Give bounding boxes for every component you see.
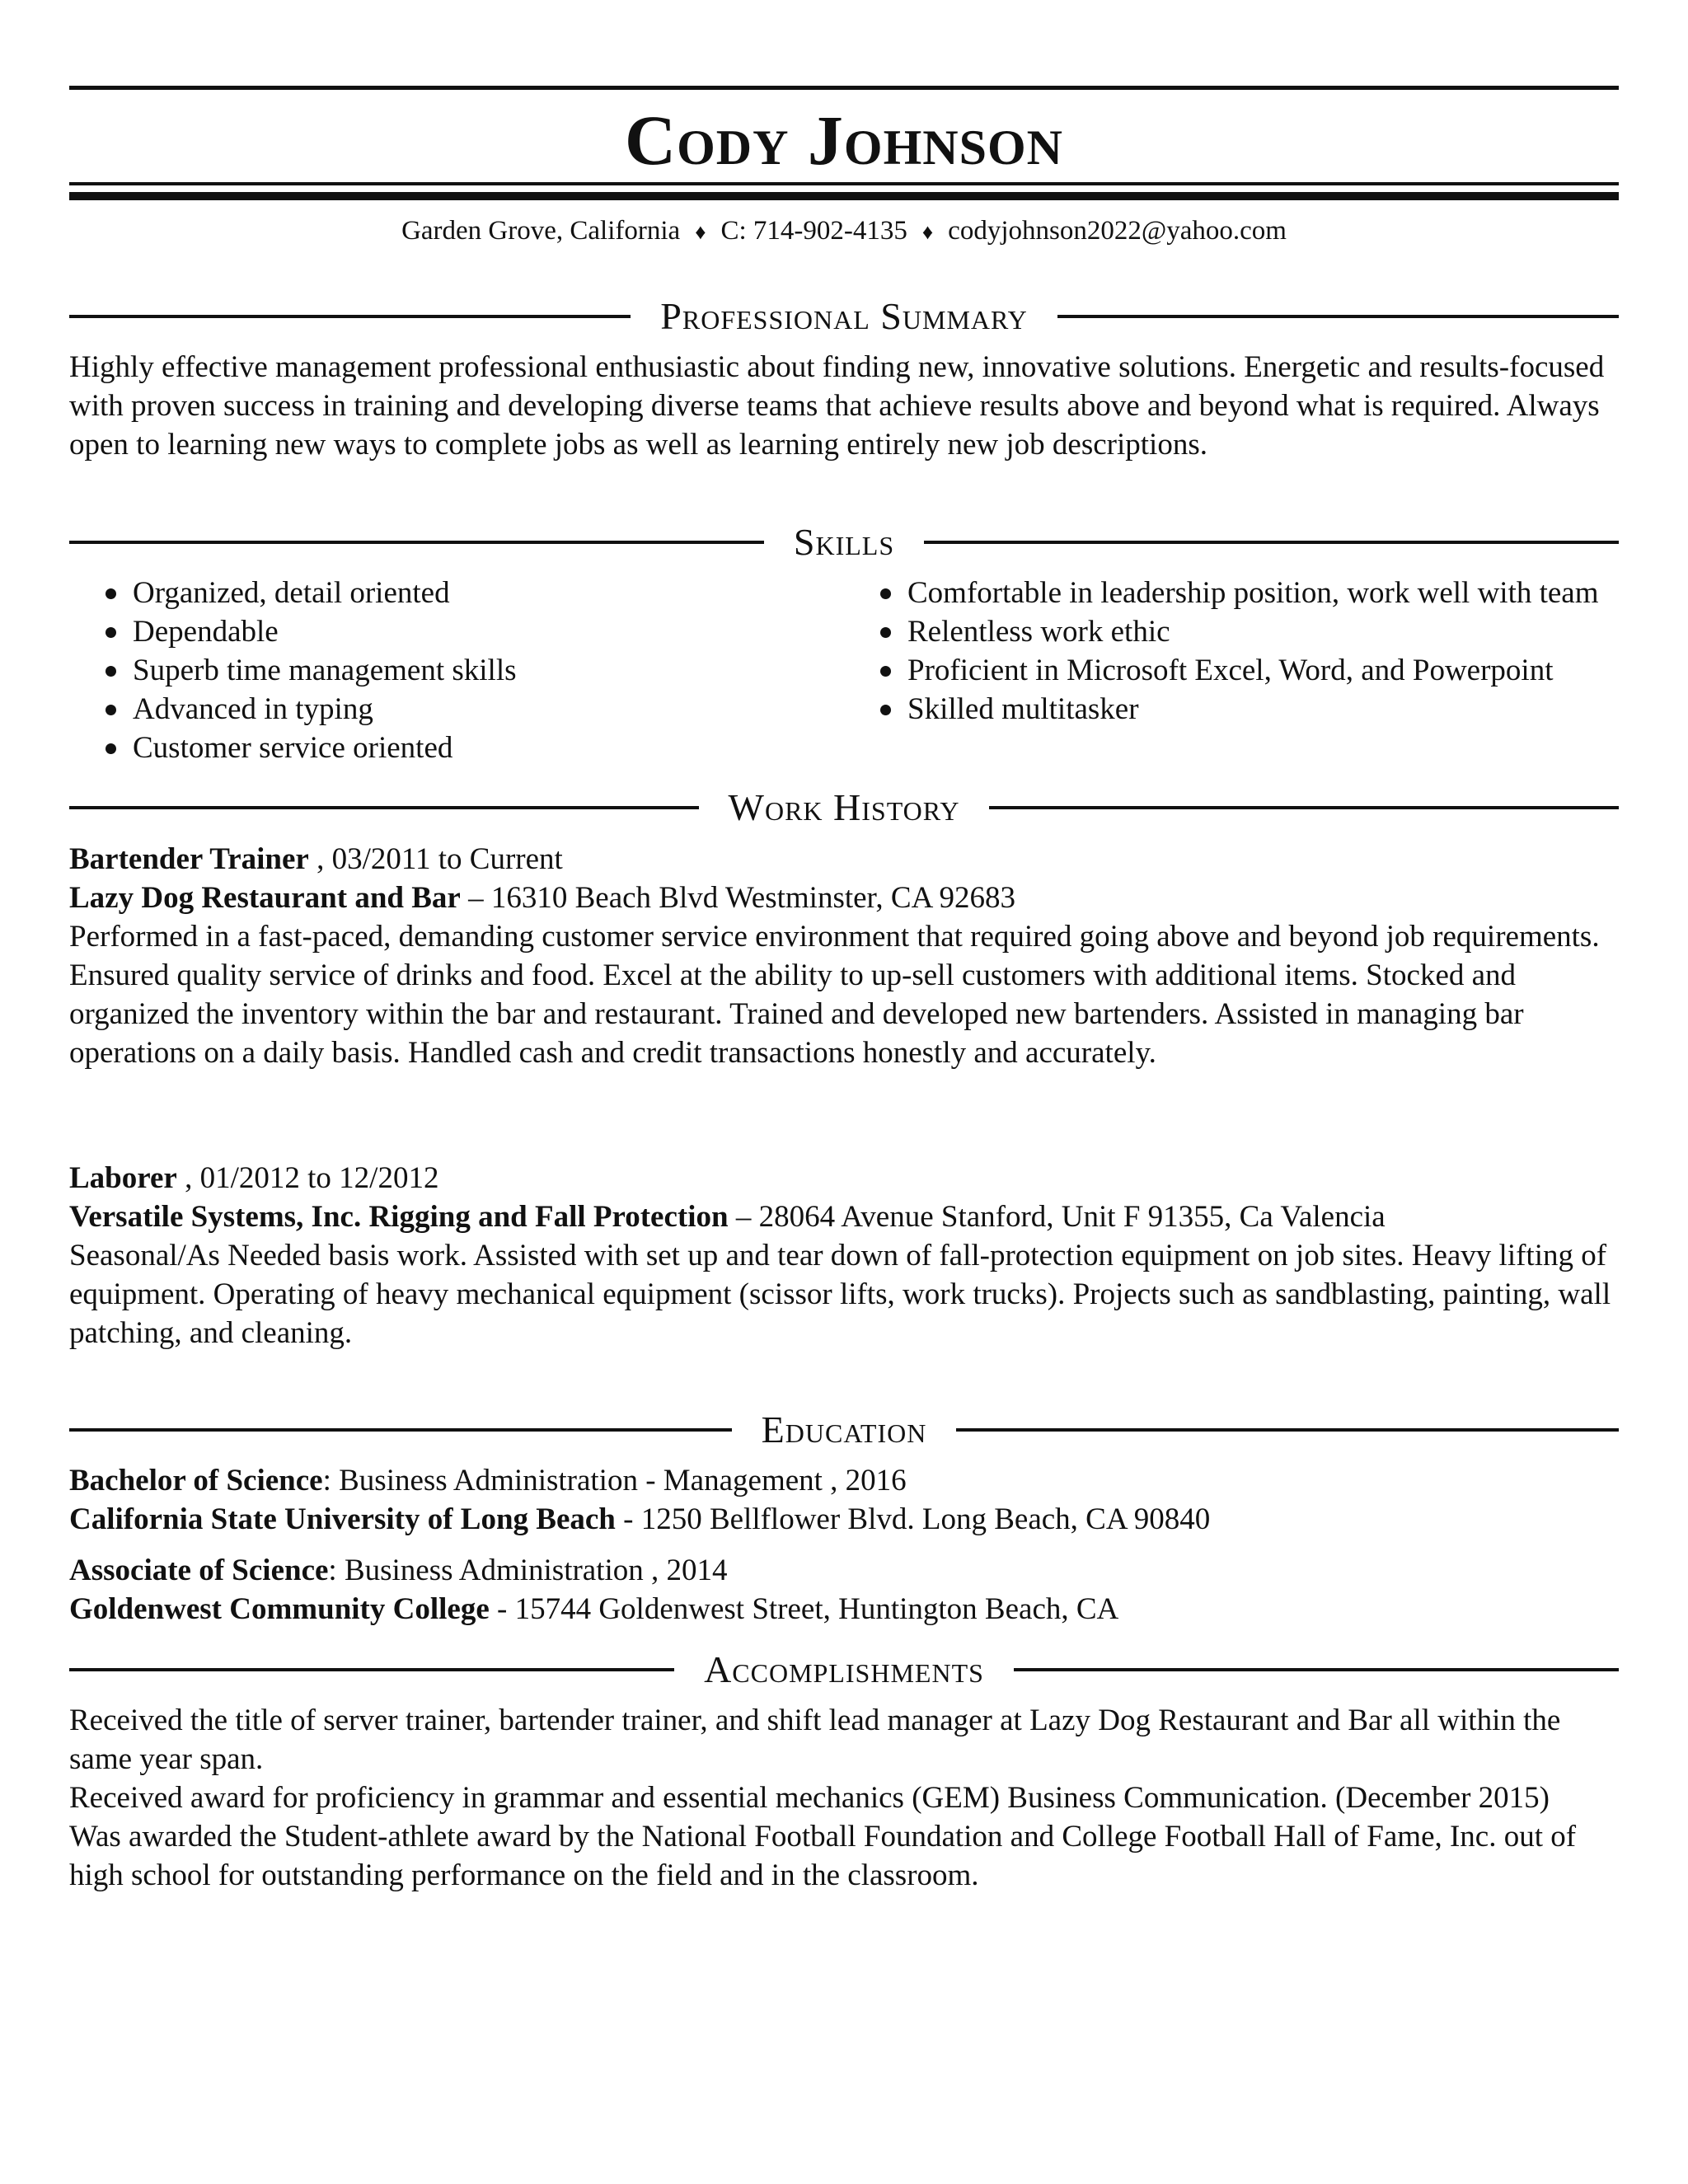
degree-line xyxy=(69,1461,1619,1500)
bullet-icon xyxy=(880,705,891,715)
heading-rule-right xyxy=(989,806,1619,809)
name-rule-thick xyxy=(69,192,1619,200)
degree-name: Bachelor of Science xyxy=(69,1464,323,1497)
job-entry xyxy=(69,840,1619,1072)
bullet-icon xyxy=(106,705,116,715)
accomplishment-item: Received award for proficiency in grammar and essential mechanics (GEM) Business Communication. (December 2015) xyxy=(69,1781,1550,1815)
skill-item: Dependable xyxy=(69,612,844,651)
location-text: Garden Grove, California xyxy=(401,216,681,246)
section-title: Education xyxy=(761,1408,927,1451)
employer-line xyxy=(69,1197,1619,1236)
work-heading xyxy=(69,781,1619,834)
diamond-separator-icon: ♦ xyxy=(921,220,934,244)
job-title: Bartender Trainer xyxy=(69,842,309,876)
school-address: - 1250 Bellflower Blvd. Long Beach, CA 90840 xyxy=(615,1502,1211,1536)
skills-section xyxy=(69,574,1619,767)
job-dates: , 01/2012 to 12/2012 xyxy=(176,1161,439,1195)
employer-name: Versatile Systems, Inc. Rigging and Fall Protection xyxy=(69,1200,729,1234)
employer-line xyxy=(69,879,1619,917)
phone-text: C: 714-902-4135 xyxy=(720,216,907,246)
degree-field: : Business Administration , 2014 xyxy=(328,1554,728,1587)
employer-name: Lazy Dog Restaurant and Bar xyxy=(69,881,461,915)
contact-line xyxy=(69,213,1619,251)
bullet-icon xyxy=(106,743,116,754)
job-dates: , 03/2011 to Current xyxy=(308,842,563,876)
skill-item: Superb time management skills xyxy=(69,651,844,690)
school-address: - 15744 Goldenwest Street, Huntington Beach, CA xyxy=(489,1592,1119,1626)
job-description: Performed in a fast-paced, demanding customer service environment that required going above and beyond job requirements. Ensured quality service of drinks and food. Excel at the ability to up-sell customers with additional items. Stocked and organized the inventory within the bar and restaurant. Trained and developed new bartenders. Assisted in managing bar operations on a daily basis. Handled cash and credit transactions honestly and accurately. xyxy=(69,920,1600,1070)
accomplishments-heading xyxy=(69,1643,1619,1696)
summary-section xyxy=(69,348,1619,464)
heading-rule-right xyxy=(1057,315,1619,318)
bullet-icon xyxy=(880,588,891,599)
education-heading xyxy=(69,1404,1619,1456)
summary-text: Highly effective management professional enthusiastic about finding new, innovative solutions. Energetic and results-focused with proven success in training and developing diverse teams that achieve results above and beyond what is required. Always open to learning new ways to complete jobs as well as learning entirely new job descriptions. xyxy=(69,350,1605,462)
skill-item: Relentless work ethic xyxy=(844,612,1619,651)
job-title-line xyxy=(69,840,1619,879)
heading-rule-right xyxy=(924,541,1619,544)
accomplishment-item: Was awarded the Student-athlete award by the National Football Foundation and College Football Hall of Fame, Inc. out of high school for outstanding performance on the field and in the classroom. xyxy=(69,1820,1577,1892)
heading-rule-left xyxy=(69,806,699,809)
top-rule xyxy=(69,86,1619,90)
skill-item: Customer service oriented xyxy=(69,729,844,767)
education-entry xyxy=(69,1551,1619,1629)
job-description: Seasonal/As Needed basis work. Assisted with set up and tear down of fall-protection equipment on job sites. Heavy lifting of equipment. Operating of heavy mechanical equipment (scissor lifts, work trucks). Projects such as sandblasting, painting, wall patching, and cleaning. xyxy=(69,1239,1611,1350)
section-title: Professional Summary xyxy=(660,295,1028,337)
bullet-icon xyxy=(106,666,116,677)
employer-location: – 28064 Avenue Stanford, Unit F 91355, Ca Valencia xyxy=(728,1200,1386,1234)
degree-line xyxy=(69,1551,1619,1590)
degree-name: Associate of Science xyxy=(69,1554,329,1587)
heading-rule-left xyxy=(69,541,764,544)
employer-location: – 16310 Beach Blvd Westminster, CA 92683 xyxy=(460,881,1015,915)
skills-list-right xyxy=(844,574,1619,767)
job-title: Laborer xyxy=(69,1161,177,1195)
job-entry xyxy=(69,1159,1619,1352)
heading-rule-right xyxy=(1014,1668,1619,1671)
heading-rule-right xyxy=(956,1428,1619,1432)
skill-item: Advanced in typing xyxy=(69,690,844,729)
accomplishment-item: Received the title of server trainer, bartender trainer, and shift lead manager at Lazy Dog Restaurant and Bar all within the same year span. xyxy=(69,1704,1561,1776)
education-entry xyxy=(69,1461,1619,1539)
heading-rule-left xyxy=(69,1668,674,1671)
skill-item: Organized, detail oriented xyxy=(69,574,844,612)
heading-rule-left xyxy=(69,315,631,318)
section-title: Work History xyxy=(728,786,960,828)
skills-list-left xyxy=(69,574,844,767)
school-line xyxy=(69,1500,1619,1539)
school-name: California State University of Long Beach xyxy=(69,1502,616,1536)
email-link[interactable]: codyjohnson2022@yahoo.com xyxy=(948,216,1287,246)
skill-item: Proficient in Microsoft Excel, Word, and Powerpoint xyxy=(844,651,1619,690)
bullet-icon xyxy=(106,627,116,638)
accomplishments-section xyxy=(69,1701,1619,1895)
bullet-icon xyxy=(880,627,891,638)
degree-field: : Business Administration - Management , 2016 xyxy=(322,1464,907,1497)
bullet-icon xyxy=(106,588,116,599)
section-title: Skills xyxy=(793,521,895,563)
school-line xyxy=(69,1590,1619,1629)
job-title-line xyxy=(69,1159,1619,1197)
name-rule-thin xyxy=(69,182,1619,185)
heading-rule-left xyxy=(69,1428,732,1432)
diamond-separator-icon: ♦ xyxy=(695,220,706,244)
skills-heading xyxy=(69,516,1619,569)
skill-item: Skilled multitasker xyxy=(844,690,1619,729)
section-title: Accomplishments xyxy=(704,1648,984,1690)
bullet-icon xyxy=(880,666,891,677)
candidate-name: Cody Johnson xyxy=(625,101,1063,180)
skill-item: Comfortable in leadership position, work well with team xyxy=(844,574,1619,612)
summary-heading xyxy=(69,290,1619,343)
school-name: Goldenwest Community College xyxy=(69,1592,490,1626)
